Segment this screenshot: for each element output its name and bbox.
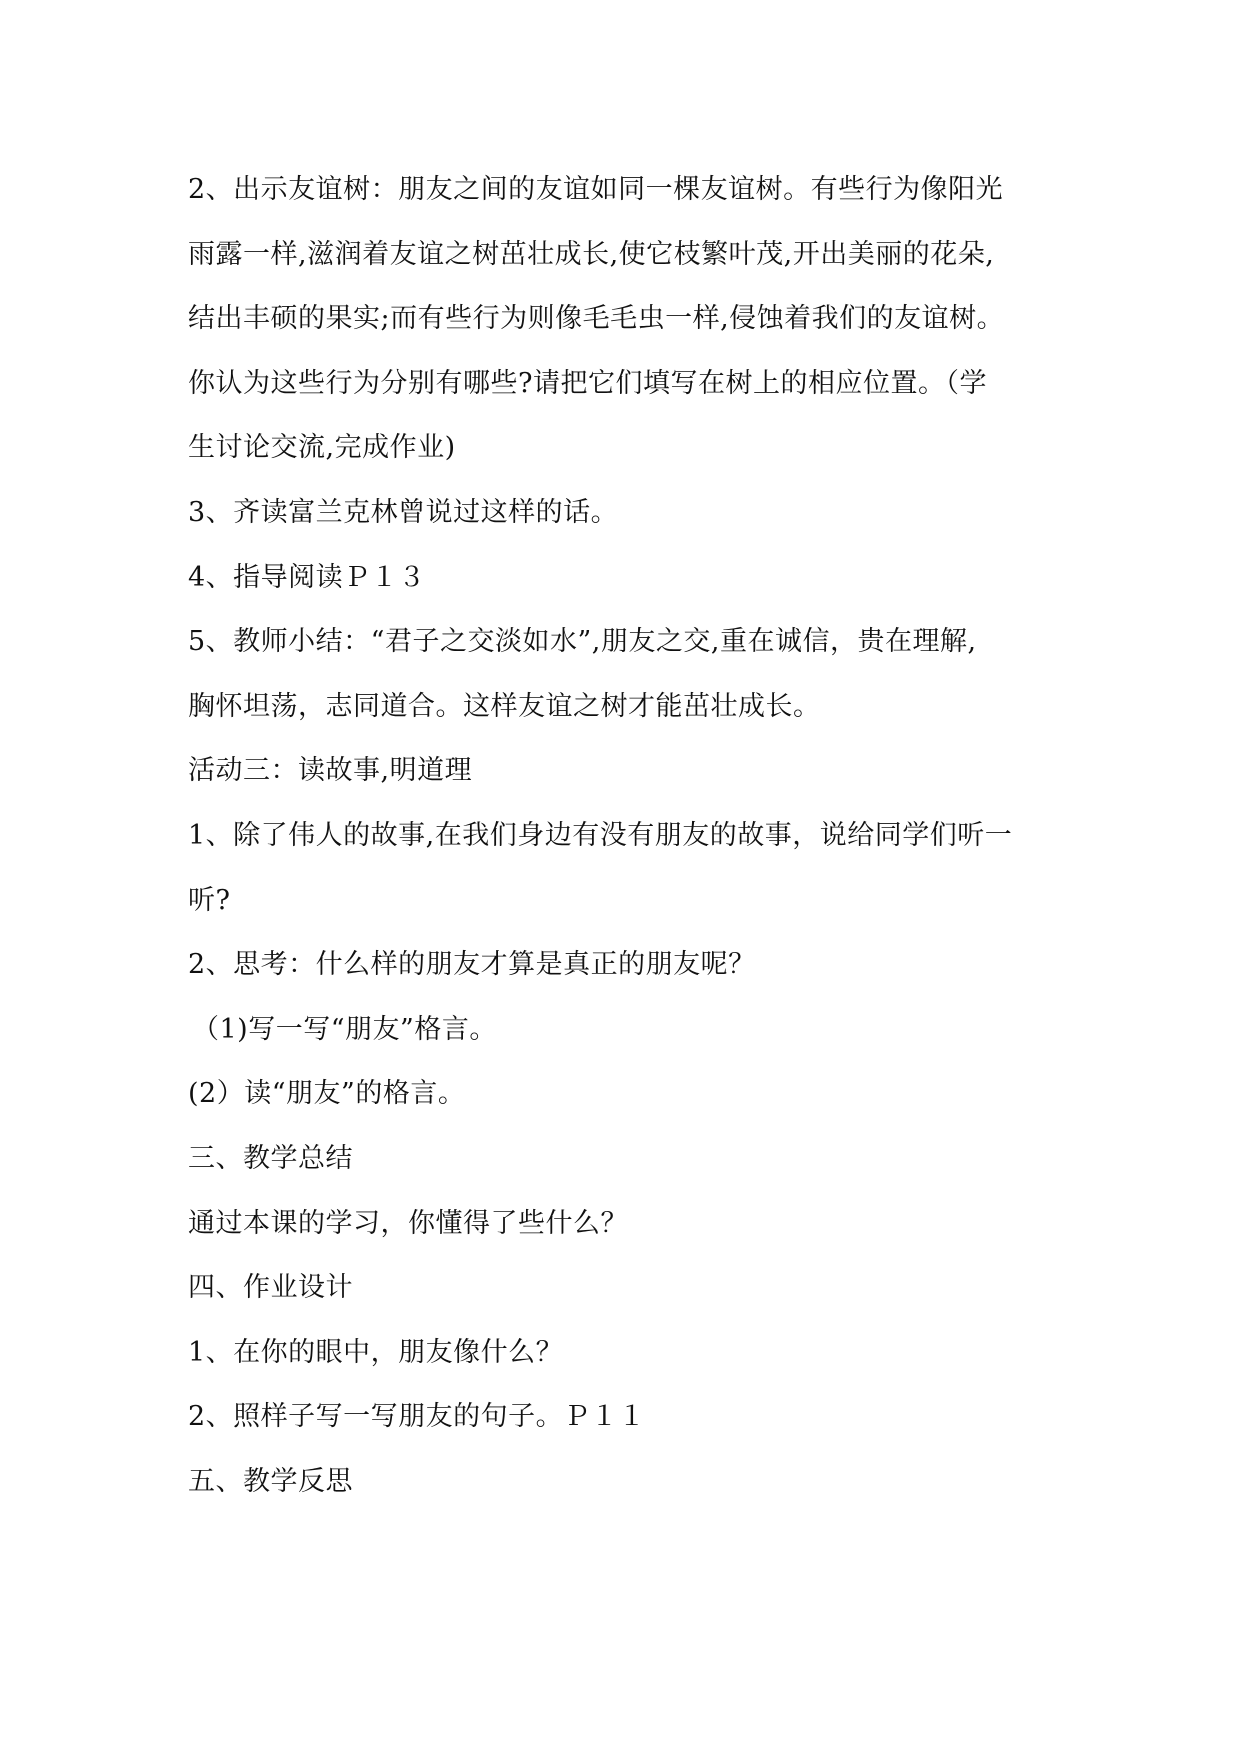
section-heading: 四、作业设计 — [188, 1272, 353, 1304]
paragraph-line: 通过本课的学习，你懂得了些什么？ — [188, 1207, 628, 1239]
section-heading: 活动三：读故事,明道理 — [188, 755, 473, 787]
paragraph-line: 2、思考：什么样的朋友才算是真正的朋友呢？ — [188, 949, 756, 981]
paragraph-line: 3、齐读富兰克林曾说过这样的话。 — [188, 496, 619, 528]
paragraph-line: (2）读“朋友”的格言。 — [188, 1078, 466, 1110]
paragraph-line: （1)写一写“朋友”格言。 — [192, 1013, 497, 1045]
paragraph-line: 2、照样子写一写朋友的句子。Ｐ１１ — [188, 1401, 646, 1433]
document-body — [188, 158, 1088, 1514]
paragraph-line: 结出丰硕的果实;而有些行为则像毛毛虫一样,侵蚀着我们的友谊树。 — [188, 303, 1005, 335]
paragraph-line: 生讨论交流,完成作业) — [188, 432, 456, 464]
section-heading: 三、教学总结 — [188, 1142, 353, 1174]
section-heading: 五、教学反思 — [188, 1465, 353, 1497]
paragraph-line: 2、出示友谊树：朋友之间的友谊如同一棵友谊树。有些行为像阳光 — [188, 174, 1004, 205]
paragraph-line: 5、教师小结：“君子之交淡如水”,朋友之交,重在诚信，贵在理解, — [188, 626, 977, 658]
paragraph-line: 雨露一样,滋润着友谊之树茁壮成长,使它枝繁叶茂,开出美丽的花朵, — [188, 238, 995, 270]
paragraph-line: 胸怀坦荡，志同道合。这样友谊之树才能茁壮成长。 — [188, 690, 821, 722]
paragraph-line: 你认为这些行为分别有哪些?请把它们填写在树上的相应位置。（学 — [188, 367, 987, 399]
paragraph-line: 1、除了伟人的故事,在我们身边有没有朋友的故事，说给同学们听一 — [188, 819, 1013, 851]
paragraph-line: 听? — [188, 884, 231, 916]
paragraph-line: 1、在你的眼中，朋友像什么？ — [188, 1336, 564, 1368]
paragraph-line: 4、指导阅读Ｐ１３ — [188, 561, 426, 593]
